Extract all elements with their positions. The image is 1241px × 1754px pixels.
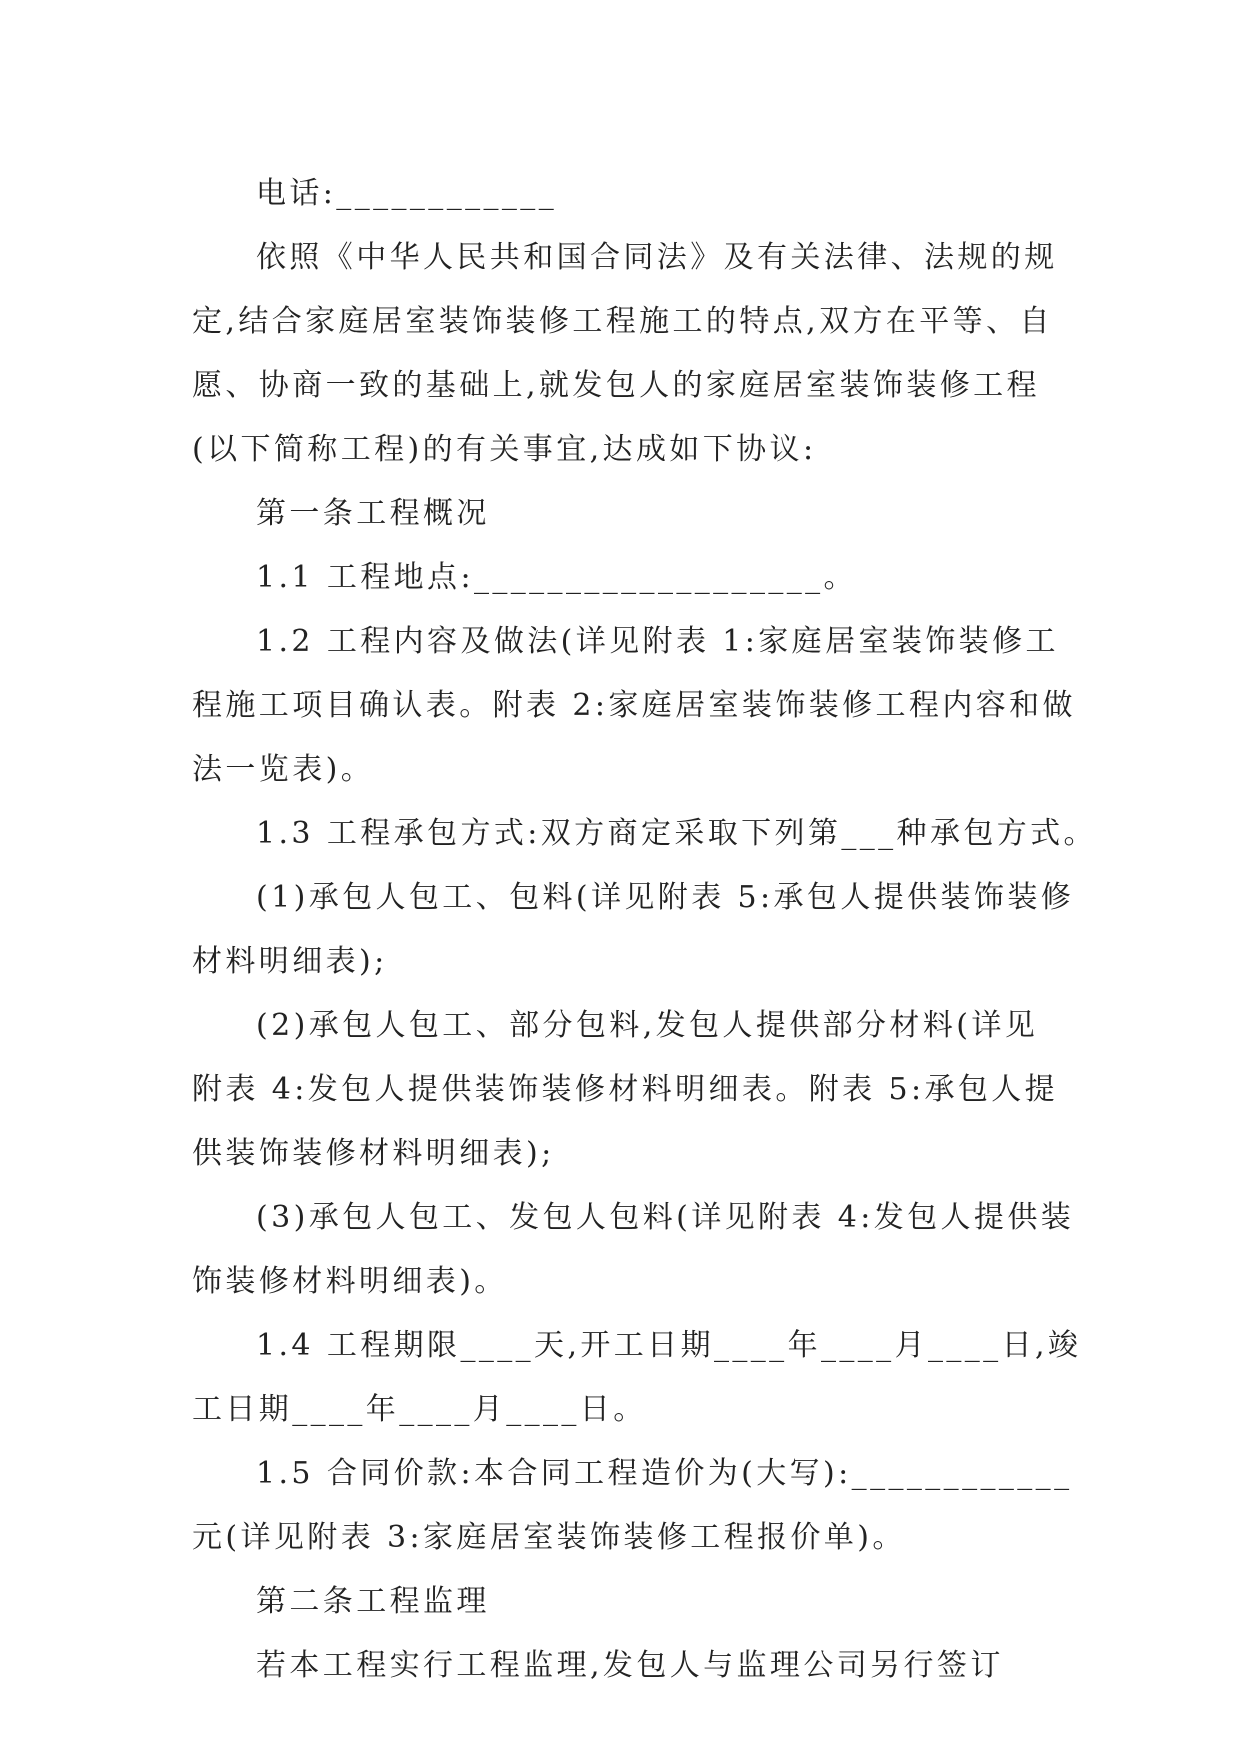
paragraph-line: 愿、协商一致的基础上,就发包人的家庭居室装饰装修工程 bbox=[192, 368, 1040, 403]
paragraph-line: 1.5 合同价款:本合同工程造价为(大写):____________ bbox=[256, 1456, 1073, 1491]
paragraph-line: (2)承包人包工、部分包料,发包人提供部分材料(详见 bbox=[256, 1008, 1039, 1043]
paragraph-line: (3)承包人包工、发包人包料(详见附表 4:发包人提供装 bbox=[256, 1200, 1075, 1235]
paragraph-line: 元(详见附表 3:家庭居室装饰装修工程报价单)。 bbox=[192, 1520, 906, 1555]
paragraph-line: 依照《中华人民共和国合同法》及有关法律、法规的规 bbox=[256, 240, 1058, 275]
paragraph-line: 工日期____年____月____日。 bbox=[192, 1392, 647, 1427]
paragraph-line: 饰装修材料明细表)。 bbox=[192, 1264, 508, 1299]
paragraph-line: (1)承包人包工、包料(详见附表 5:承包人提供装饰装修 bbox=[256, 880, 1075, 915]
phone-line: 电话:____________ bbox=[256, 176, 558, 211]
paragraph-line: 1.1 工程地点:___________________。 bbox=[256, 560, 857, 595]
paragraph-line: 程施工项目确认表。附表 2:家庭居室装饰装修工程内容和做 bbox=[192, 688, 1076, 723]
paragraph-line: 1.3 工程承包方式:双方商定采取下列第___种承包方式。 bbox=[256, 816, 1097, 851]
paragraph-line: 1.4 工程期限____天,开工日期____年____月____日,竣 bbox=[256, 1328, 1082, 1363]
paragraph-line: 1.2 工程内容及做法(详见附表 1:家庭居室装饰装修工 bbox=[256, 624, 1059, 659]
section-heading: 第一条工程概况 bbox=[256, 496, 490, 531]
paragraph-line: 材料明细表); bbox=[192, 944, 388, 979]
paragraph-line: 供装饰装修材料明细表); bbox=[192, 1136, 555, 1171]
paragraph-line: 若本工程实行工程监理,发包人与监理公司另行签订 bbox=[256, 1648, 1004, 1683]
section-heading: 第二条工程监理 bbox=[256, 1584, 490, 1619]
paragraph-line: 附表 4:发包人提供装饰装修材料明细表。附表 5:承包人提 bbox=[192, 1072, 1059, 1107]
contract-text bbox=[192, 162, 1097, 1698]
paragraph-line: (以下简称工程)的有关事宜,达成如下协议: bbox=[192, 432, 817, 467]
paragraph-line: 定,结合家庭居室装饰装修工程施工的特点,双方在平等、自 bbox=[192, 304, 1053, 339]
paragraph-line: 法一览表)。 bbox=[192, 752, 375, 787]
